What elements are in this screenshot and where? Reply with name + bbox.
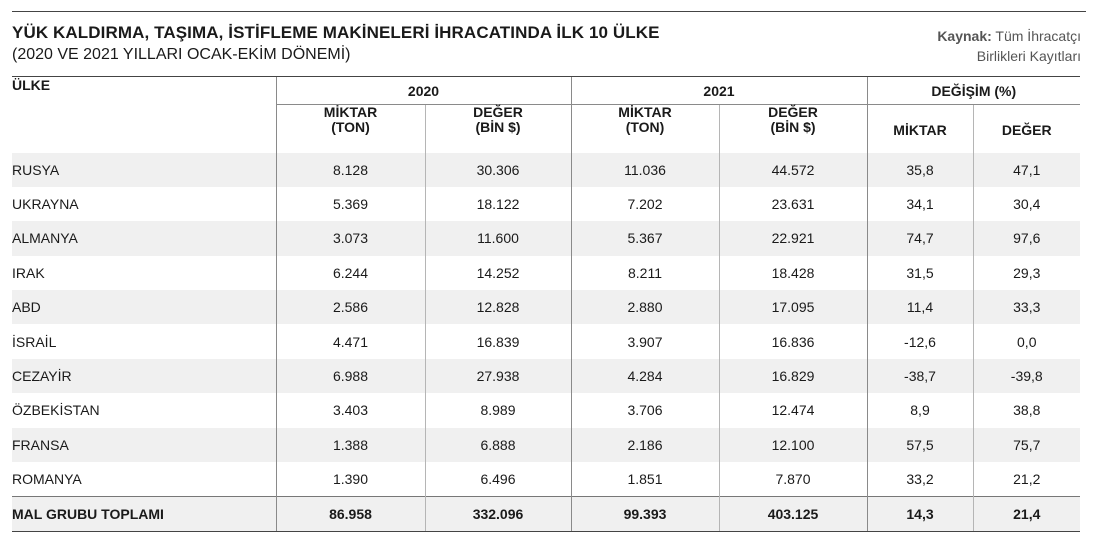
cell-change-qty: 33,2 — [867, 462, 973, 497]
cell-change-qty: 14,3 — [867, 497, 973, 532]
header-change: DEĞİŞİM (%) — [867, 77, 1080, 105]
cell-country: UKRAYNA — [12, 196, 79, 213]
cell-value-2021: 17.095 — [719, 290, 867, 324]
cell-country: ÖZBEKİSTAN — [12, 402, 100, 419]
cell-qty-2021: 3.907 — [571, 324, 719, 358]
cell-qty-2020: 8.128 — [276, 153, 425, 187]
cell-qty-2021: 5.367 — [571, 221, 719, 255]
table-row — [12, 393, 1080, 427]
cell-value-2020: 11.600 — [425, 221, 571, 255]
cell-value-2020: 16.839 — [425, 324, 571, 358]
cell-change-value: 0,0 — [973, 324, 1080, 358]
cell-qty-2021: 7.202 — [571, 187, 719, 221]
cell-value-2020: 6.888 — [425, 428, 571, 462]
cell-change-qty: 8,9 — [867, 393, 973, 427]
cell-country: FRANSA — [12, 428, 276, 462]
cell-country: IRAK — [12, 264, 45, 281]
cell-country: ABD — [12, 290, 276, 324]
header-2020-value: DEĞER (BİN $) — [425, 105, 571, 153]
header-2021-value: DEĞER (BİN $) — [719, 105, 867, 153]
cell-qty-2020: 1.390 — [276, 462, 425, 497]
cell-change-value: 33,3 — [973, 290, 1080, 324]
cell-change-qty: 74,7 — [867, 221, 973, 255]
table-row — [12, 359, 1080, 393]
table-body — [12, 153, 1080, 532]
cell-change-value: 75,7 — [973, 428, 1080, 462]
table-row — [12, 153, 1080, 187]
cell-change-qty: 31,5 — [867, 256, 973, 290]
cell-value-2021: 7.870 — [719, 462, 867, 497]
cell-value-2020: 14.252 — [425, 256, 571, 290]
cell-value-2021: 16.836 — [719, 324, 867, 358]
cell-country: CEZAYİR — [12, 359, 276, 393]
header-2020-qty: MİKTAR (TON) — [276, 105, 425, 153]
cell-change-qty: 35,8 — [867, 153, 973, 187]
table-row — [12, 428, 1080, 462]
cell-qty-2021: 1.851 — [571, 462, 719, 497]
cell-qty-2021: 4.284 — [571, 359, 719, 393]
header-2021-qty: MİKTAR (TON) — [571, 105, 719, 153]
cell-value-2020: 12.828 — [425, 290, 571, 324]
cell-value-2021: 44.572 — [719, 153, 867, 187]
cell-value-2021: 12.100 — [719, 428, 867, 462]
cell-qty-2020: 3.403 — [276, 393, 425, 427]
table-row — [12, 324, 1080, 358]
header-year-2020: 2020 — [276, 77, 571, 105]
cell-change-value: 47,1 — [973, 153, 1080, 187]
cell-value-2021: 403.125 — [719, 497, 867, 532]
cell-qty-2020: 6.988 — [276, 359, 425, 393]
source-line1: Tüm İhracatçı — [991, 28, 1081, 44]
cell-value-2020: 6.496 — [425, 462, 571, 497]
cell-qty-2020: 1.388 — [276, 428, 425, 462]
cell-qty-2021: 99.393 — [571, 497, 719, 532]
cell-value-2020: 18.122 — [425, 187, 571, 221]
source-label: Kaynak: — [937, 28, 992, 44]
table-row — [12, 187, 1080, 221]
cell-change-value: 97,6 — [973, 221, 1080, 255]
export-table — [12, 76, 1080, 532]
cell-country: İSRAİL — [12, 333, 57, 350]
cell-value-2020: 30.306 — [425, 153, 571, 187]
total-row — [12, 497, 1080, 532]
cell-change-value: -39,8 — [973, 359, 1080, 393]
table-subtitle: (2020 VE 2021 YILLARI OCAK-EKİM DÖNEMİ) — [12, 46, 351, 63]
header-country: ÜLKE — [12, 77, 276, 153]
cell-country: MAL GRUBU TOPLAMI — [12, 497, 276, 532]
cell-qty-2021: 11.036 — [571, 153, 719, 187]
cell-value-2021: 22.921 — [719, 221, 867, 255]
cell-change-qty: -38,7 — [867, 359, 973, 393]
cell-qty-2021: 8.211 — [571, 256, 719, 290]
cell-value-2021: 12.474 — [719, 393, 867, 427]
cell-qty-2020: 6.244 — [276, 256, 425, 290]
header-year-2021: 2021 — [571, 77, 867, 105]
cell-value-2020: 27.938 — [425, 359, 571, 393]
cell-value-2021: 23.631 — [719, 187, 867, 221]
table-title: YÜK KALDIRMA, TAŞIMA, İSTİFLEME MAKİNELERİ İHRACATINDA İLK 10 ÜLKE — [12, 23, 660, 42]
cell-qty-2021: 2.880 — [571, 290, 719, 324]
cell-value-2021: 18.428 — [719, 256, 867, 290]
cell-change-value: 21,2 — [973, 462, 1080, 497]
cell-country: ALMANYA — [12, 221, 276, 255]
table-row — [12, 290, 1080, 324]
cell-change-value: 29,3 — [973, 256, 1080, 290]
cell-country: ROMANYA — [12, 471, 82, 488]
cell-change-qty: 34,1 — [867, 187, 973, 221]
cell-value-2020: 8.989 — [425, 393, 571, 427]
cell-qty-2020: 3.073 — [276, 221, 425, 255]
cell-change-qty: 11,4 — [867, 290, 973, 324]
table-row — [12, 462, 1080, 497]
cell-qty-2020: 4.471 — [276, 324, 425, 358]
cell-change-qty: -12,6 — [867, 324, 973, 358]
source-note — [937, 26, 1081, 66]
table-row — [12, 256, 1080, 290]
cell-value-2020: 332.096 — [425, 497, 571, 532]
cell-change-value: 21,4 — [973, 497, 1080, 532]
cell-qty-2021: 2.186 — [571, 428, 719, 462]
table-row — [12, 221, 1080, 255]
cell-change-qty: 57,5 — [867, 428, 973, 462]
cell-change-value: 30,4 — [973, 187, 1080, 221]
top-rule — [12, 11, 1086, 12]
cell-qty-2021: 3.706 — [571, 393, 719, 427]
header-change-qty: MİKTAR — [867, 105, 973, 153]
cell-qty-2020: 2.586 — [276, 290, 425, 324]
cell-qty-2020: 5.369 — [276, 187, 425, 221]
header-change-value: DEĞER — [973, 105, 1080, 153]
cell-value-2021: 16.829 — [719, 359, 867, 393]
cell-change-value: 38,8 — [973, 393, 1080, 427]
cell-qty-2020: 86.958 — [276, 497, 425, 532]
source-line2: Birlikleri Kayıtları — [976, 48, 1081, 64]
cell-country: RUSYA — [12, 153, 276, 187]
